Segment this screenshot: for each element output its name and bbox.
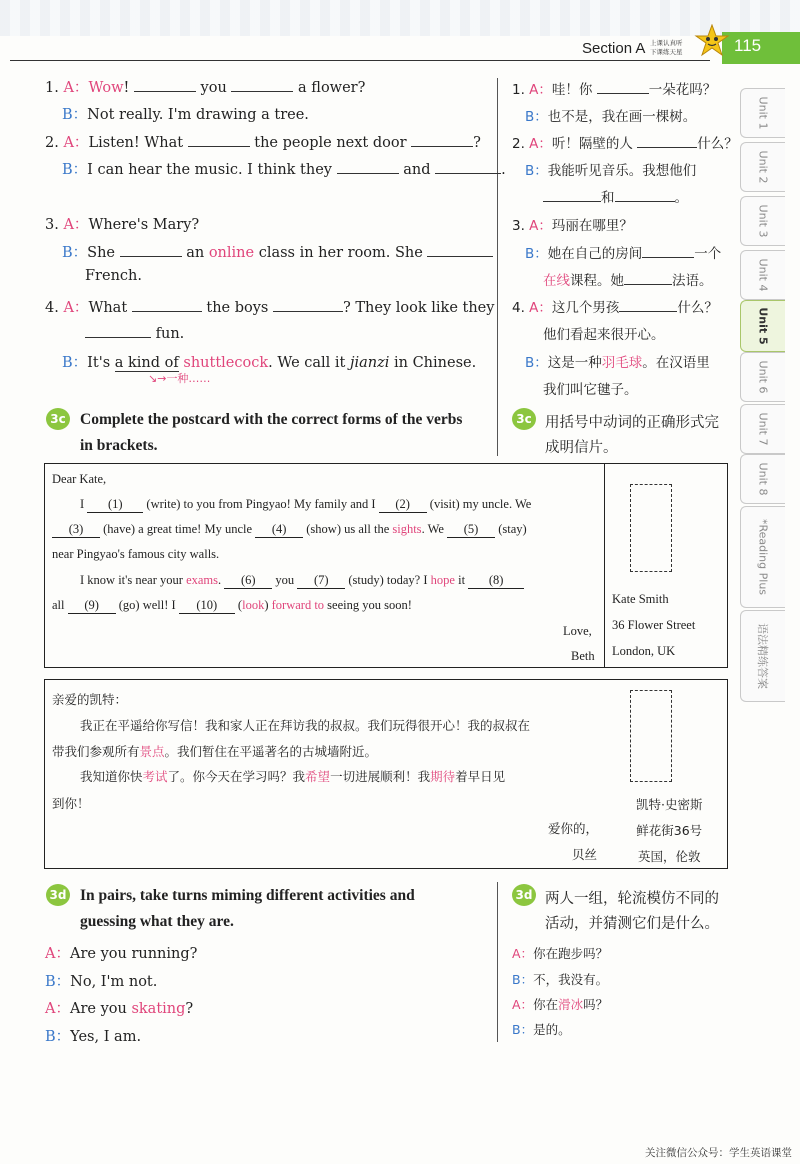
cn-q3-b-cont: 在线课程。她 法语。	[543, 269, 713, 289]
stamp-placeholder	[630, 484, 672, 572]
answer-blank[interactable]	[624, 270, 672, 285]
answer-blank[interactable]	[337, 159, 399, 174]
postcard-cn-address: 凯特·史密斯 鲜花街36号 英国，伦敦	[636, 797, 703, 864]
answer-blank[interactable]	[273, 297, 343, 312]
tab-unit-7[interactable]: Unit 7	[740, 404, 785, 454]
answer-blank[interactable]	[132, 297, 202, 312]
postcard-address: Kate Smith 36 Flower Street London, UK	[612, 592, 696, 658]
note-arrow-icon: ↘→	[148, 372, 167, 385]
section-3c-badge: 3c	[46, 408, 70, 430]
cn-q3-a: 3. A：玛丽在哪里？	[512, 218, 633, 234]
cn-q4-b: B：这是一种羽毛球。在汉语里	[525, 355, 710, 371]
answer-blank[interactable]	[597, 79, 649, 94]
header-slogan: 上课认真听 下课练天星	[650, 39, 683, 56]
en-q4-b: B：It's a kind of shuttlecock. We call it jianzi in Chinese.	[62, 355, 477, 371]
postcard-cn-line-2: 带我们参观所有景点。我们暂住在平遥著名的古城墙附近。	[52, 744, 378, 759]
en-q2-b: B：I can hear the music. I think they and .	[62, 158, 506, 179]
tab-unit-3[interactable]: Unit 3	[740, 196, 785, 246]
answer-blank[interactable]	[85, 323, 151, 338]
section-3d-badge: 3d	[46, 884, 70, 906]
en-q1-b: B：Not really. I'm drawing a tree.	[62, 107, 309, 123]
column-divider-top	[497, 78, 498, 456]
answer-blank[interactable]	[411, 132, 473, 147]
answer-blank[interactable]	[619, 297, 677, 312]
answer-blank[interactable]	[134, 77, 196, 92]
cn-q1-b: B：也不是，我在画一棵树。	[525, 109, 697, 125]
postcard-line-5: all (9) (go) well! I (10) (look) forward to seeing you soon!	[52, 598, 412, 612]
postcard-line-3: near Pingyao's famous city walls.	[52, 547, 220, 561]
dialog-line: A：Are you running?	[45, 946, 198, 962]
stamp-placeholder-cn	[630, 690, 672, 782]
dialog-line: A：Are you skating?	[45, 1001, 194, 1017]
postcard-line-4: I know it's near your exams. (6) you (7) (study) today? I hope it (8)	[80, 573, 524, 589]
dialog-line: B：Yes, I am.	[45, 1029, 142, 1045]
postcard-greeting: Dear Kate,	[52, 472, 107, 486]
column-divider-bottom	[497, 882, 498, 1042]
answer-blank[interactable]	[543, 187, 601, 202]
section-3d-badge-cn: 3d	[512, 884, 536, 906]
phrase-note: ↘→一种……	[148, 372, 211, 385]
tab-grammar-answers[interactable]: 语法精练答案	[740, 610, 785, 702]
cn-q3-b: B：她在自己的房间 一个	[525, 242, 721, 262]
section-3c-instruction-en: Complete the postcard with the correct forms of the verbs in brackets.	[80, 411, 463, 454]
mascot-star-icon	[694, 24, 730, 60]
section-3c-badge-cn: 3c	[512, 408, 536, 430]
section-3d-instruction-en: In pairs, take turns miming different activities and guessing what they are.	[80, 887, 415, 930]
answer-blank[interactable]	[231, 77, 293, 92]
footer-note: 关注微信公众号：学生英语课堂	[645, 1147, 792, 1159]
postcard-cn-signoff: 爱你的，	[548, 821, 599, 836]
tab-unit-4[interactable]: Unit 4	[740, 250, 785, 300]
dialog-cn-line: A：你在滑冰吗？	[512, 997, 609, 1012]
tab-reading-plus[interactable]: *Reading Plus	[740, 506, 785, 608]
dialog-cn-line: A：你在跑步吗？	[512, 946, 609, 961]
tab-unit-5[interactable]: Unit 5	[740, 300, 785, 352]
dialog-line: B：No, I'm not.	[45, 974, 158, 990]
postcard-signoff: Love,	[563, 624, 592, 638]
en-q3-b-cont: French.	[85, 268, 142, 284]
cn-q4-a-cont: 他们看起来很开心。	[543, 327, 665, 343]
postcard-line-1: I (1) (write) to you from Pingyao! My family and I (2) (visit) my uncle. We	[80, 497, 532, 511]
cn-q4-a: 4. A：这几个男孩 什么？	[512, 296, 718, 316]
en-q3-b: B：She an online class in her room. She	[62, 241, 493, 262]
en-q4-a-cont: fun.	[85, 323, 184, 342]
cn-q2-b-cont: 和 。	[543, 186, 688, 206]
answer-blank[interactable]	[188, 132, 250, 147]
en-q1-a: 1. A：Wow! you a flower?	[45, 76, 365, 97]
en-q3-a: 3. A：Where's Mary?	[45, 217, 200, 233]
cn-q1-a: 1. A：哇！你 一朵花吗？	[512, 78, 716, 98]
dialog-cn-line: B：不，我没有。	[512, 972, 609, 987]
section-3c-instruction-cn: 用括号中动词的正确形式完 成明信片。	[545, 415, 719, 456]
tab-unit-6[interactable]: Unit 6	[740, 352, 785, 402]
answer-blank[interactable]	[637, 133, 697, 148]
cn-q4-b-cont: 我们叫它毽子。	[543, 382, 638, 398]
postcard-cn-signature: 贝丝	[572, 847, 598, 862]
answer-blank[interactable]	[120, 242, 182, 257]
cn-q2-b: B：我能听见音乐。我想他们	[525, 163, 697, 179]
answer-blank[interactable]	[615, 187, 675, 202]
answer-blank[interactable]	[642, 243, 694, 258]
postcard-divider	[604, 464, 605, 667]
header-rule	[10, 60, 710, 61]
tab-unit-2[interactable]: Unit 2	[740, 142, 785, 192]
en-q2-a: 2. A：Listen! What the people next door ?	[45, 131, 481, 152]
postcard-cn-line-4: 到你！	[52, 796, 90, 811]
tab-unit-8[interactable]: Unit 8	[740, 454, 785, 504]
en-q4-a: 4. A：What the boys ? They look like they	[45, 296, 494, 317]
header-texture	[0, 0, 800, 36]
section-3d-instruction-cn: 两人一组，轮流模仿不同的 活动，并猜测它们是什么。	[545, 891, 719, 932]
answer-blank[interactable]	[435, 159, 501, 174]
page-number: 115	[734, 36, 762, 55]
section-label: Section A	[582, 40, 646, 57]
postcard-signature: Beth	[571, 649, 595, 663]
postcard-cn-line-1: 我正在平遥给你写信！我和家人正在拜访我的叔叔。我们玩得很开心！我的叔叔在	[80, 718, 531, 733]
tab-unit-1[interactable]: Unit 1	[740, 88, 785, 138]
dialog-cn-line: B：是的。	[512, 1022, 571, 1037]
postcard-cn-greeting: 亲爱的凯特：	[52, 692, 128, 707]
postcard-cn-line-3: 我知道你快考试了。你今天在学习吗？我希望一切进展顺利！我期待着早日见	[80, 769, 506, 784]
answer-blank[interactable]	[427, 242, 493, 257]
cn-q2-a: 2. A：听！隔壁的人 什么？	[512, 132, 738, 152]
postcard-line-2: (3) (have) a great time! My uncle (4) (show) us all the sights. We (5) (stay)	[52, 522, 527, 538]
